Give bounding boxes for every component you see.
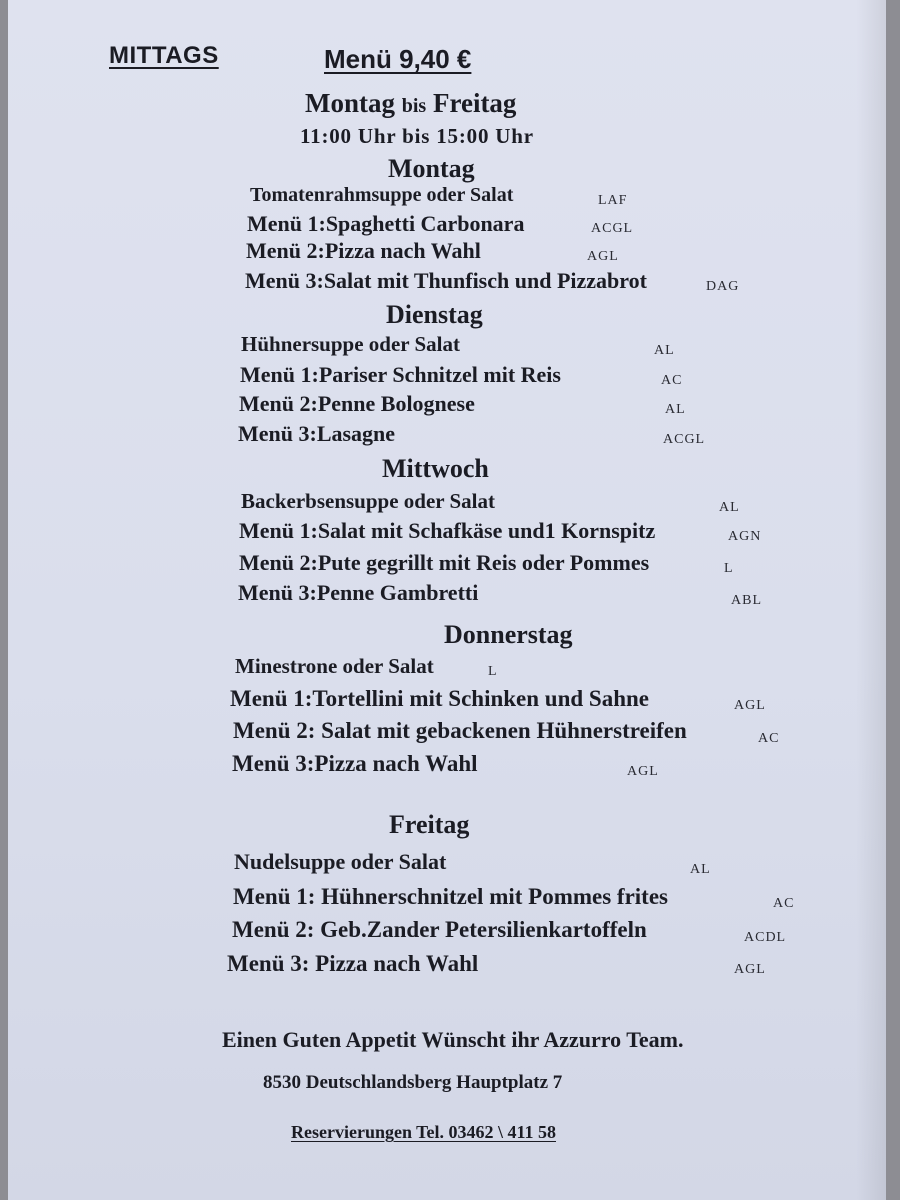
week-to: Freitag (432, 88, 517, 118)
allergen-code: AC (661, 373, 683, 388)
week-from: Montag (305, 88, 395, 118)
day-heading-dienstag: Dienstag (386, 300, 483, 329)
allergen-code: ABL (731, 593, 762, 608)
day-heading-mittwoch: Mittwoch (382, 454, 489, 483)
allergen-code: L (488, 664, 498, 679)
allergen-code: DAG (706, 279, 740, 294)
allergen-code: AGL (587, 249, 619, 264)
restaurant-address: 8530 Deutschlandsberg Hauptplatz 7 (263, 1072, 563, 1093)
menu-item: Menü 3:Pizza nach Wahl (232, 751, 478, 776)
menu-item: Menü 1:Spaghetti Carbonara (247, 211, 525, 236)
allergen-code: AC (758, 731, 780, 746)
allergen-code: LAF (598, 193, 628, 208)
menu-item: Menü 2: Geb.Zander Petersilienkartoffeln (232, 917, 647, 942)
week-range (305, 88, 516, 119)
reservation-phone: Reservierungen Tel. 03462 \ 411 58 (291, 1122, 556, 1142)
closing-greeting: Einen Guten Appetit Wünscht ihr Azzurro Team. (222, 1027, 684, 1052)
menu-item: Menü 1:Tortellini mit Schinken und Sahne (230, 686, 649, 711)
allergen-code: L (724, 561, 734, 576)
menu-item: Menü 2: Salat mit gebackenen Hühnerstreifen (233, 718, 687, 743)
allergen-code: ACDL (744, 930, 787, 945)
menu-item: Tomatenrahmsuppe oder Salat (250, 184, 514, 206)
day-heading-freitag: Freitag (389, 810, 470, 839)
menu-item: Menü 1: Hühnerschnitzel mit Pommes frites (233, 884, 669, 909)
allergen-code: AC (773, 896, 795, 911)
menu-item: Menü 3:Salat mit Thunfisch und Pizzabrot (245, 268, 647, 293)
menu-item: Menü 2:Penne Bolognese (239, 391, 475, 416)
allergen-code: AL (719, 500, 740, 515)
allergen-code: AL (690, 862, 711, 877)
page-shadow (856, 0, 886, 1200)
allergen-code: AL (654, 343, 675, 358)
menu-item: Menü 3: Pizza nach Wahl (227, 951, 479, 976)
menu-item: Menü 3:Lasagne (238, 421, 396, 446)
menu-item: Menü 2:Pute gegrillt mit Reis oder Pommes (239, 550, 650, 575)
menu-item: Backerbsensuppe oder Salat (241, 489, 495, 513)
menu-item: Minestrone oder Salat (235, 654, 434, 678)
menu-price: Menü 9,40 € (324, 44, 472, 74)
day-heading-montag: Montag (388, 154, 475, 183)
menu-item: Menü 2:Pizza nach Wahl (246, 238, 481, 263)
section-title: MITTAGS (109, 42, 219, 69)
menu-item: Menü 3:Penne Gambretti (238, 580, 479, 605)
allergen-code: AGL (734, 962, 766, 977)
allergen-code: ACGL (591, 221, 634, 236)
allergen-code: AGL (734, 698, 766, 713)
allergen-code: AL (665, 402, 686, 417)
menu-item: Menü 1:Pariser Schnitzel mit Reis (240, 362, 561, 387)
opening-hours: 11:00 Uhr bis 15:00 Uhr (300, 124, 534, 148)
allergen-code: AGN (728, 529, 762, 544)
week-bis: bis (401, 95, 427, 117)
allergen-code: AGL (627, 764, 659, 779)
allergen-code: ACGL (663, 432, 706, 447)
menu-item: Hühnersuppe oder Salat (241, 332, 460, 356)
menu-item: Nudelsuppe oder Salat (234, 849, 447, 874)
day-heading-donnerstag: Donnerstag (444, 620, 573, 649)
menu-sheet (8, 0, 886, 1200)
menu-item: Menü 1:Salat mit Schafkäse und1 Kornspitz (239, 518, 656, 543)
